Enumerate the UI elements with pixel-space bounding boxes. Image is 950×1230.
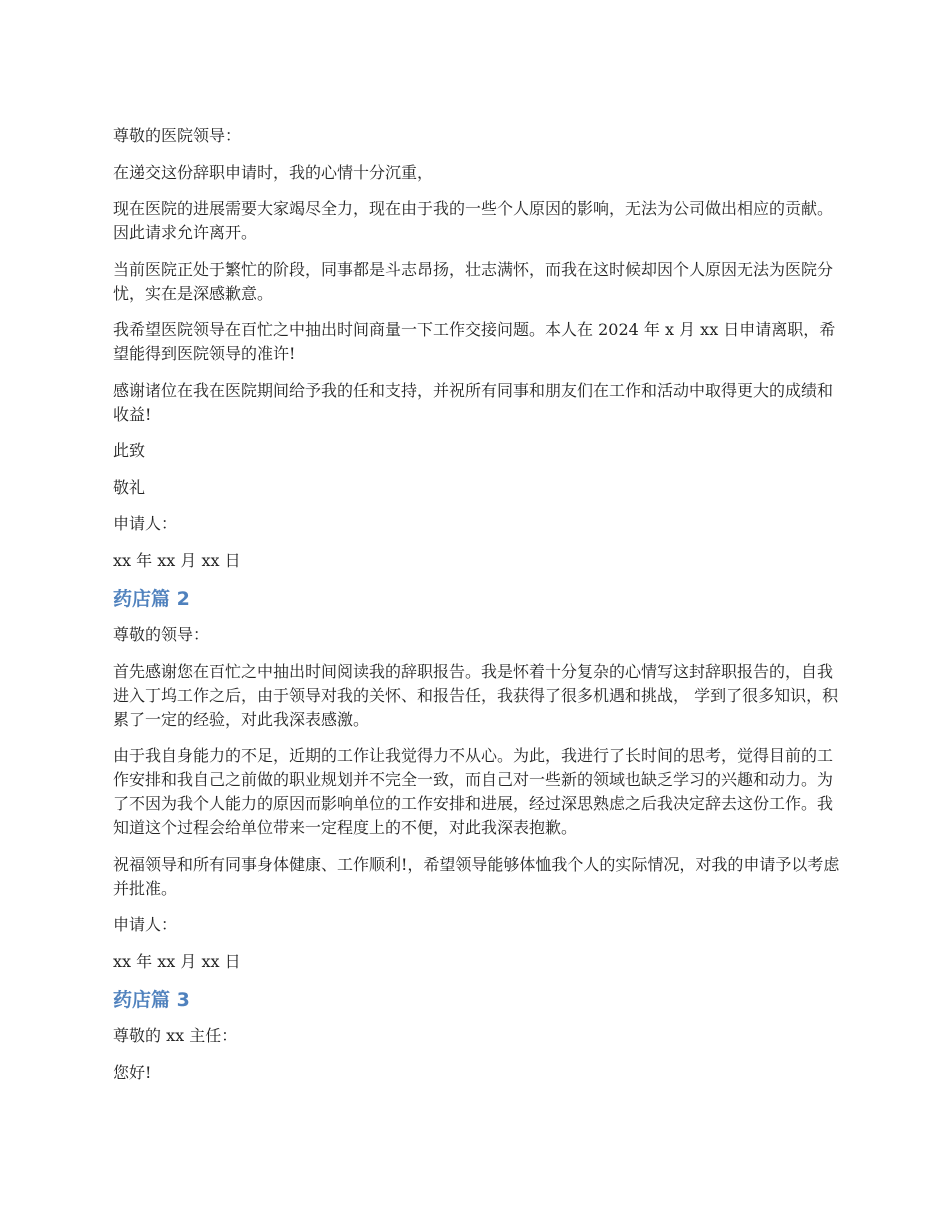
section-heading: 药店篇 2 [113, 588, 190, 610]
paragraph: 感谢诸位在我在医院期间给予我的任和支持，并祝所有同事和朋友们在工作和活动中取得更大的成绩和收益! [113, 380, 834, 424]
salutation: 尊敬的医院领导： [113, 126, 242, 145]
paragraph: 我希望医院领导在百忙之中抽出时间商量一下工作交接问题。本人在 2024 年 x 月 xx 日申请离职，希望能得到医院领导的准许! [113, 320, 836, 363]
paragraph: 在递交这份辞职申请时，我的心情十分沉重， [113, 162, 434, 182]
letter-section-3 [113, 986, 843, 1085]
applicant-label: 申请人： [113, 514, 178, 533]
paragraph: 由于我自身能力的不足，近期的工作让我觉得力不从心。为此，我进行了长时间的思考，觉得目前的工作安排和我自己之前做的职业规划并不完全一致，而自己对一些新的领域也缺乏学习的兴趣和动力。为了不因为我个人能力的原因而影响单位的工作安排和进展，经过深思熟虑之后我决定辞去这份工作。我知道这个过程会给单位带来一定程度上的不便，对此我深表抱歉。 [113, 746, 834, 837]
applicant-label: 申请人： [113, 915, 178, 934]
date-line: xx 年 xx 月 xx 日 [113, 951, 241, 971]
paragraph: 现在医院的进展需要大家竭尽全力，现在由于我的一些个人原因的影响，无法为公司做出相应的贡献。因此请求允许离开。 [113, 199, 834, 242]
closing: 敬礼 [113, 477, 146, 497]
paragraph: 当前医院正处于繁忙的阶段，同事都是斗志昂扬，壮志满怀，而我在这时候却因个人原因无法为医院分忧，实在是深感歉意。 [113, 259, 834, 303]
closing: 此致 [113, 441, 146, 460]
letter-section-2 [113, 585, 843, 974]
paragraph: 首先感谢您在百忙之中抽出时间阅读我的辞职报告。我是怀着十分复杂的心情写这封辞职报告的，自我进入丁坞工作之后，由于领导对我的关怀、和报告任，我获得了很多机遇和挑战， 学到了很多知识，积累了一定的经验，对此我深表感激。 [113, 661, 839, 729]
section-heading: 药店篇 3 [113, 989, 190, 1011]
paragraph: 祝福领导和所有同事身体健康、工作顺利!，希望领导能够体恤我个人的实际情况，对我的申请予以考虑并批准。 [113, 854, 840, 898]
letter-section-1 [113, 124, 843, 573]
greeting: 您好! [113, 1062, 152, 1082]
salutation: 尊敬的 xx 主任： [113, 1026, 238, 1045]
date-line: xx 年 xx 月 xx 日 [113, 550, 241, 570]
document-page [113, 124, 843, 1097]
salutation: 尊敬的领导： [113, 625, 210, 644]
